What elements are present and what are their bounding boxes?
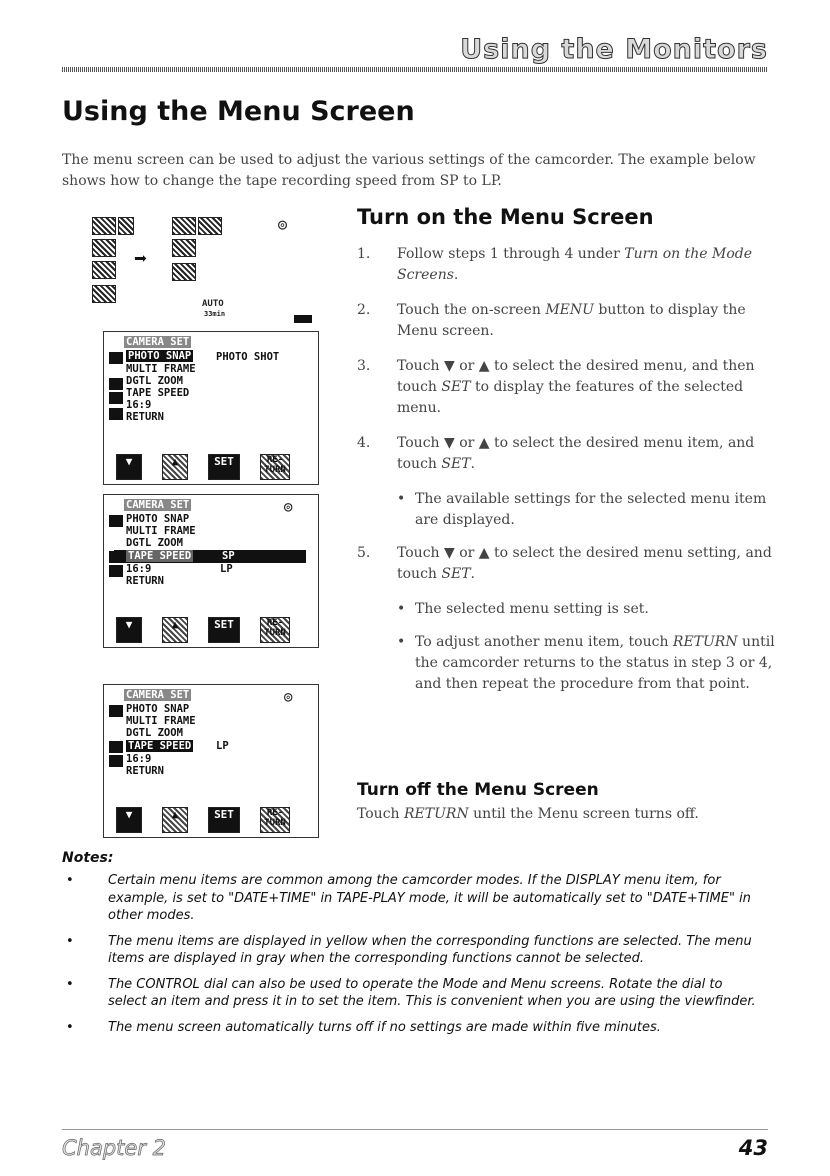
chapter-label: Chapter 2 <box>62 1136 166 1160</box>
section-title-turn-off: Turn off the Menu Screen <box>357 780 599 800</box>
battery-icon <box>294 315 312 323</box>
bright-icon <box>172 239 196 257</box>
note-item: • Certain menu items are common among the camcorder modes. If the DISPLAY menu item, for example, is set to "DATE+TIME" in TAPE-PLAY mode, it will be automatically set to "DATE+TIME" in other modes. <box>62 872 762 925</box>
step-text: Follow steps 1 through 4 under <box>397 246 625 262</box>
bullet-emphasis: RETURN <box>672 634 738 650</box>
record-icon: ◎ <box>284 689 293 705</box>
menu-title: CAMERA SET <box>126 689 190 701</box>
menu-icon <box>172 263 196 281</box>
menu-title: CAMERA SET <box>126 336 190 348</box>
menu-item[interactable]: MULTI FRAME <box>126 363 196 375</box>
notes-heading: Notes: <box>62 850 114 866</box>
up-button[interactable]: ▲ <box>162 617 188 643</box>
page-number: 43 <box>738 1136 768 1160</box>
step-emphasis: Turn on the Mode Screens <box>397 246 753 283</box>
step-emphasis: SET <box>441 379 471 395</box>
count-label: 33min <box>204 310 226 318</box>
step-emphasis: SET <box>441 456 471 472</box>
disc-icon <box>109 755 123 767</box>
note-item: • The CONTROL dial can also be used to operate the Mode and Menu screens. Rotate the dial to select an item and press it in to set the item. This is convenient when you are using the viewfinder. <box>62 976 762 1011</box>
menu-item[interactable]: TAPE SPEED <box>126 387 190 399</box>
step-text: . <box>470 456 475 472</box>
return-button[interactable]: RE-TURN <box>260 454 290 480</box>
tape-icon <box>109 392 123 404</box>
arrow-right-icon: ➡ <box>134 247 148 272</box>
menu-item[interactable]: 16:9 <box>126 399 152 411</box>
step-number: 3. <box>357 358 371 374</box>
option-sp[interactable]: SP <box>222 550 235 562</box>
menu-item[interactable]: PHOTO SNAP <box>126 513 190 525</box>
step-text: button to display the Menu screen. <box>397 302 746 339</box>
mode-icon <box>198 217 222 235</box>
menu-item[interactable]: RETURN <box>126 575 164 587</box>
mode-icon <box>118 217 134 235</box>
tape-icon <box>109 378 123 390</box>
camera-icon <box>109 515 123 527</box>
set-button[interactable]: SET <box>208 454 240 480</box>
menu-item[interactable]: RETURN <box>126 411 164 423</box>
step-emphasis: MENU <box>545 302 594 318</box>
mode-icon <box>92 217 116 235</box>
fade-icon <box>92 239 116 257</box>
step-number: 5. <box>357 545 371 561</box>
menu-item-selected[interactable]: TAPE SPEED <box>128 550 192 562</box>
menu-title: CAMERA SET <box>126 499 190 511</box>
turn-off-text-part: until the Menu screen turns off. <box>468 806 699 822</box>
disc-icon <box>109 408 123 420</box>
menu-item-selected[interactable]: PHOTO SNAP <box>128 350 192 362</box>
option-lp[interactable]: LP <box>220 563 233 575</box>
mode-screen <box>82 207 320 322</box>
header-rule <box>62 67 768 72</box>
return-button[interactable]: RE-TURN <box>260 807 290 833</box>
camera-icon <box>109 705 123 717</box>
record-icon: ◎ <box>278 215 288 233</box>
step-text: Touch ▼ or ▲ to select the desired menu item, and touch <box>397 435 755 472</box>
step-text: Touch ▼ or ▲ to select the desired menu setting, and touch <box>397 545 772 582</box>
menu-item[interactable]: MULTI FRAME <box>126 715 196 727</box>
menu-item[interactable]: 16:9 <box>126 753 152 765</box>
gamma-icon <box>92 261 116 279</box>
menu-item[interactable]: DGTL ZOOM <box>126 727 183 739</box>
tape-icon <box>109 551 123 563</box>
menu-item[interactable]: PHOTO SNAP <box>126 703 190 715</box>
auto-label: AUTO <box>202 299 224 309</box>
step-emphasis: SET <box>441 566 471 582</box>
disc-icon <box>109 565 123 577</box>
step-3 <box>357 356 777 419</box>
section-title-turn-on: Turn on the Menu Screen <box>357 205 654 229</box>
step-text: to display the features of the selected menu. <box>397 379 744 416</box>
quick-review-icon <box>92 285 116 303</box>
step-4 <box>357 433 777 475</box>
menu-item[interactable]: RETURN <box>126 765 164 777</box>
menu-item[interactable]: 16:9 <box>126 563 152 575</box>
mode-icon <box>172 217 196 235</box>
bullet-text: To adjust another menu item, touch <box>415 634 673 650</box>
menu-item-selected[interactable]: TAPE SPEED <box>128 740 192 752</box>
step-2 <box>357 300 777 342</box>
footer-rule <box>62 1129 768 1130</box>
set-button[interactable]: SET <box>208 617 240 643</box>
menu-value: LP <box>216 740 229 752</box>
step-5 <box>357 543 777 585</box>
step-text: Touch the on-screen <box>397 302 546 318</box>
step-text: . <box>470 566 475 582</box>
step-number: 4. <box>357 435 371 451</box>
menu-item[interactable]: MULTI FRAME <box>126 525 196 537</box>
menu-screen-1 <box>103 331 319 485</box>
camera-icon <box>109 352 123 364</box>
turn-off-emphasis: RETURN <box>404 806 469 822</box>
bullet-text: The selected menu setting is set. <box>415 601 649 617</box>
set-button[interactable]: SET <box>208 807 240 833</box>
down-button[interactable]: ▼ <box>116 454 142 480</box>
turn-off-text-part: Touch <box>357 806 405 822</box>
note-item: • The menu screen automatically turns off if no settings are made within five minutes. <box>62 1019 762 1037</box>
menu-item[interactable]: DGTL ZOOM <box>126 375 183 387</box>
up-button[interactable]: ▲ <box>162 454 188 480</box>
step-text: . <box>453 267 459 283</box>
up-button[interactable]: ▲ <box>162 807 188 833</box>
menu-item[interactable]: DGTL ZOOM <box>126 537 183 549</box>
intro-paragraph: The menu screen can be used to adjust the various settings of the camcorder. The example below shows how to change the tape recording speed from SP to LP. <box>62 152 756 189</box>
down-button[interactable]: ▼ <box>116 617 142 643</box>
step-1 <box>357 244 777 286</box>
bullet-text: until the camcorder returns to the status in step 3 or 4, and then repeat the procedure from that point. <box>415 634 775 692</box>
step-text: Touch ▼ or ▲ to select the desired menu, and then touch <box>397 358 755 395</box>
menu-side-label: PHOTO SHOT <box>216 351 280 363</box>
step-5-bullet <box>357 599 777 620</box>
step-number: 1. <box>357 246 371 262</box>
menu-screen-3 <box>103 684 319 838</box>
turn-off-text <box>357 806 699 822</box>
page-title: Using the Menu Screen <box>62 96 415 127</box>
menu-screen-2 <box>103 494 319 648</box>
tape-icon <box>109 741 123 753</box>
step-5-bullet <box>357 632 777 695</box>
note-item: • The menu items are displayed in yellow when the corresponding functions are selected. The menu items are displayed in gray when the corresponding functions cannot be selected. <box>62 933 762 968</box>
step-4-bullet: • The available settings for the selected menu item are displayed. <box>357 489 777 531</box>
record-icon: ◎ <box>284 499 293 515</box>
header-title: Using the Monitors <box>460 34 768 65</box>
notes-list <box>62 872 762 1044</box>
down-button[interactable]: ▼ <box>116 807 142 833</box>
step-number: 2. <box>357 302 371 318</box>
return-button[interactable]: RE-TURN <box>260 617 290 643</box>
steps-list <box>357 244 777 707</box>
